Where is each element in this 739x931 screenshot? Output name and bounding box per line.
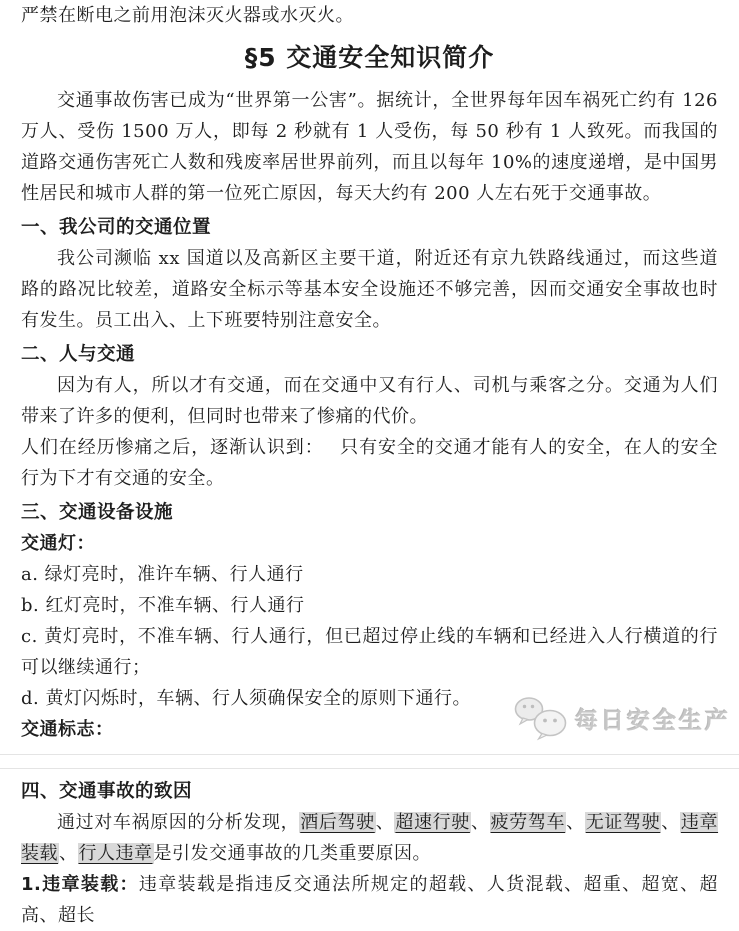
- people-traffic-paragraph-2: 人们在经历惨痛之后，逐渐认识到： 只有安全的交通才能有人的安全，在人的安全行为下才有交通的安全。: [21, 437, 718, 489]
- people-traffic-paragraph-1: 因为有人，所以才有交通，而在交通中又有行人、司机与乘客之分。交通为人们带来了许多的便利，但同时也带来了惨痛的代价。: [21, 375, 718, 427]
- traffic-light-item-a: a. 绿灯亮时，准许车辆、行人通行: [21, 564, 304, 585]
- cause-term-pedestrian-violation: 行人违章: [78, 843, 153, 864]
- intro-paragraph: 交通事故伤害已成为“世界第一公害”。据统计，全世界每年因车祸死亡约有 126 万人、受伤 1500 万人，即每 2 秒就有 1 人受伤，每 50 秒有 1 人致死。而我国的道路交通伤害死亡人数和残废率居世界前列，而且以每年 10%的速度递增，是中国男性居民和城市人群的第一位死亡原因，每天大约有 200 人左右死于交通事故。: [21, 90, 718, 204]
- cause-term-drunk-driving: 酒后驾驶: [300, 812, 375, 833]
- causes-prefix: 通过对车祸原因的分析发现，: [57, 812, 300, 833]
- traffic-light-item-d: d. 黄灯闪烁时，车辆、行人须确保安全的原则下通行。: [21, 688, 471, 709]
- heading-company-location: 一、我公司的交通位置: [21, 217, 212, 238]
- cause-term-fatigued-driving: 疲劳驾车: [490, 812, 566, 833]
- traffic-light-item-b: b. 红灯亮时，不准车辆、行人通行: [21, 595, 305, 616]
- illegal-loading-paragraph: [21, 869, 718, 931]
- separator: 、: [566, 812, 585, 833]
- traffic-signs-label: 交通标志：: [21, 719, 114, 740]
- cause-term-speeding: 超速行驶: [395, 812, 470, 833]
- page-2-top-edge: [0, 768, 739, 769]
- previous-section-last-line: 严禁在断电之前用泡沫灭火器或水灭火。: [21, 5, 354, 26]
- watermark-text: 每日安全生产: [575, 707, 731, 734]
- traffic-lights-label: 交通灯：: [21, 533, 95, 554]
- heading-people-and-traffic: 二、人与交通: [21, 344, 136, 365]
- separator: 、: [375, 812, 395, 833]
- page-break-divider: [0, 754, 739, 769]
- separator: 、: [661, 812, 680, 833]
- illegal-loading-body: 违章装载是指违反交通法所规定的超载、人货混载、超重、超宽、超高、超长: [21, 874, 718, 926]
- separator: 、: [470, 812, 490, 833]
- heading-traffic-equipment: 三、交通设备设施: [21, 502, 174, 523]
- page-2-content: [0, 776, 739, 931]
- page-gap: [0, 755, 739, 768]
- illegal-loading-label: 1.违章装载：: [21, 874, 139, 895]
- separator: 、: [59, 843, 78, 864]
- traffic-light-item-c: c. 黄灯亮时，不准车辆、行人通行，但已超过停止线的车辆和已经进入人行横道的行可以继续通行；: [21, 626, 718, 678]
- accident-causes-paragraph: [21, 807, 718, 869]
- causes-suffix: 是引发交通事故的几类重要原因。: [153, 843, 431, 864]
- cause-term-unlicensed-driving: 无证驾驶: [585, 812, 661, 833]
- cause-term-illegal-loading: 违章装载: [21, 812, 719, 864]
- page-title: §5 交通安全知识简介: [244, 43, 495, 72]
- heading-accident-causes: 四、交通事故的致因: [21, 781, 193, 802]
- company-location-paragraph: 我公司濒临 xx 国道以及高新区主要干道，附近还有京九铁路线通过，而这些道路的路况比较差，道路安全标示等基本安全设施还不够完善，因而交通安全事故也时有发生。员工出入、上下班要特别注意安全。: [21, 248, 718, 331]
